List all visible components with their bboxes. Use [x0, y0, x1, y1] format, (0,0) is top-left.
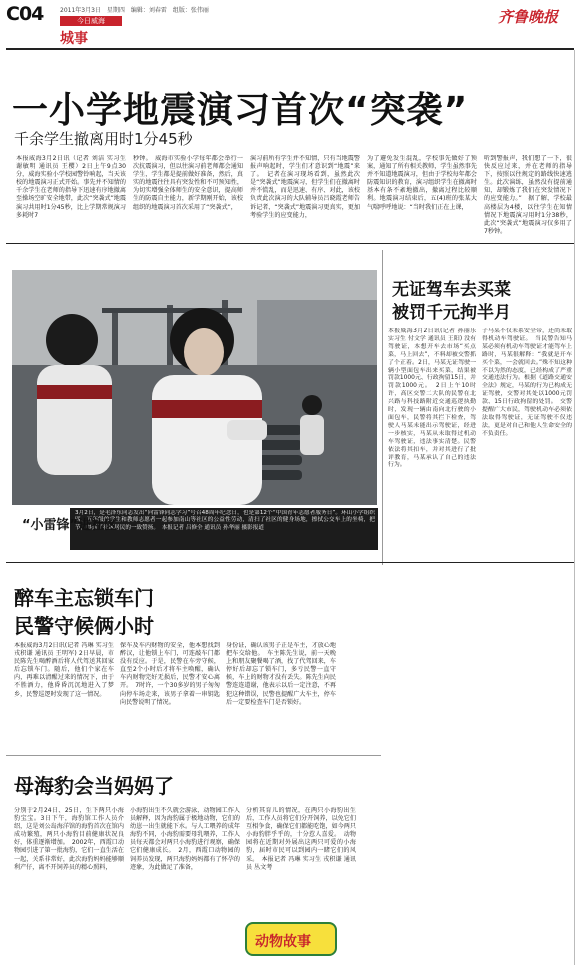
divider-story1 [6, 243, 574, 244]
story2-headline-line2: 被罚千元拘半月 [392, 303, 511, 323]
dateline: 2011年3月3日 星期四 编辑：刘春雷 组版：张伟丽 [60, 7, 209, 14]
story4-col3: 分析其育儿的情况，在两只小海豹出生后，工作人员将它们分开饲养，以免它们互相争食，确保它们都能吃饱，如今两只小海豹胖乎乎的，十分惹人喜爱。 动物园将在近期对外展出这两只可爱的小海豹，届时市民可以到园内一睹它们的风采。 本报记者 冯琳 实习生 戎积谦 通讯员 丛文考 [246, 807, 356, 871]
story4-badge [245, 922, 337, 956]
story4-badge-label: 动物故事 [255, 934, 311, 950]
story1-col5: 听到警报声，我们想了一下，很快反应过来，并在老师的指导下，按照以往规定的路线快速逃生。此次演练，虽然没有提前通知，却锻炼了我们在突发情况下的应变能力。” 据了解，学校最高楼层为4楼，以往学生在知情情况下地震演习用时1分38秒，此次“突袭式”地震演习仅多用了7秒钟。 [484, 155, 572, 235]
photo1-label: “小雷锋”进社区 [22, 518, 118, 533]
photo1-caption: 3月2日，是毛泽东同志发出“向雷锋同志学习”号召48周年纪念日，也是第12个“中国青年志愿者服务日”。环山小学组织四、五年级的学生和教师志愿者一起参加南山等社区的公益性劳动，清扫了社区的健身场地，擦拭公交车上的坐椅，把节，得到了社区居民的一致赞扬。 本报记者 吕修全 通讯员 孙华丽 摄影报道 [75, 510, 375, 531]
section-tag-label: 今日威海 [77, 17, 105, 25]
photo-volunteer-students [12, 270, 377, 505]
story2-col2: 子马某不仅未系安全带，还尚未取得机动车驾驶证。 当民警告知马某必须有机动车驾驶证才能驾车上路时，马某很解释：“我就是开车买个菜，一会就回去。”殊不知这种不以为然的态度，已经构成了严重交通违法行为。根据《道路交通安全法》规定，马某的行为已构成无证驾驶，交警对其处以1000元罚款、15日行政拘留的处罚。 交警提醒广大市民，驾驶机动车必须依法取得驾驶证，无证驾驶不仅违法，更是对自己和他人生命安全的不负责任。 [482, 328, 572, 437]
page-right-edge-rule [574, 50, 575, 965]
masthead-logo: 齐鲁晚报 [498, 8, 559, 26]
story2-col1: 本报威海3月2日讯(记者 孙丽乐 实习生 付文学 通讯员 王阳) 没有驾驶证，本想开车去市场“买点菜，马上回去”，不料却被交警抓了个正着。2日，马某无证驾驶一辆小型面包车出来买菜，结果被罚款1000元、行政拘留15日，并罚款1000元。 2日上午10时许，高区交警二大队的民警在北兴路与科技路附近交通巡逻执勤时，发现一辆由南向北行驶的小面包车，民警将其拦下检查，驾驶人马某未能出示驾驶证，经进一步核实，马某从未取得过机动车驾驶证，违法事实清楚。民警依法将其扣车，并对其进行了批评教育，马某承认了自己的违法行为。 [388, 328, 476, 469]
section-tag [60, 16, 122, 26]
section-title: 城事 [60, 31, 88, 47]
story4-col2: 小海豹出生不久就会游泳，动物园工作人员解释，因为海豹属于极地动物，它们的幼崽一出生就能下水。与人工喂养的成年海豹不同，小海豹需要母乳喂养，工作人员每天都会对两只小海豹进行观察，确保它们健康成长。 2月，西霞口动物园的饲养员发现，两只海豹妈妈都有了怀孕的迹象，为此做足了准备， [130, 807, 240, 871]
header-rule [6, 48, 574, 50]
photo-scene [12, 270, 377, 505]
story3-headline-line2: 民警守候俩小时 [14, 614, 154, 638]
story1-subhead: 千余学生撤离用时1分45秒 [14, 130, 193, 148]
story1-headline: 一小学地震演习首次“突袭” [12, 90, 469, 131]
story1-col3: 演习前所有学生并不知情，只有当地震警报声响起时，学生们才意识到“地震”来了。 记者在演习现场看到，虽然此次是“突袭式”地震演习，但学生们在撤离时并不慌乱，而是迅速、有序、对此，该校负责此次演习的大队辅导员吕晓霞老师告诉记者，“突袭式”地震演习更真实，更加考验学生的应变能力， [250, 155, 360, 219]
story3-col1: 本报威海3月2日讯(记者 冯琳 实习生 戎积谦 通讯员 王明军) 2日早晨，市民陈先生喝醉酒后将人代驾送其回家后忘锁车门。随后，他们个家在车内，再难以清醒过来的情况下，由于不胜酒力，他昏昏沉沉地进入了梦乡，民警巡逻时发现了这一情况。 [14, 642, 114, 698]
story4-col1: 分别于2月24日、25日，生下两只小海豹宝宝。3日下午，海豹馆工作人员介绍，这是刘公岛海洋馆的海豹首次在馆内成功繁殖，两只小海豹目前健康状况良好，体重逐渐增加。 2002年，西霞口动物园引进了第一批海豹，它们一直生活在一起，关系非常好，此次海豹妈妈能够顺利产仔，离不开饲养员的精心照料， [14, 807, 124, 871]
divider-mid [6, 562, 574, 563]
page-code: C04 [6, 3, 44, 25]
story1-col2: 秒钟。 威海市实验小学每年都会举行一次抗震演习，但以往演习前老师都会通知学生，学生都是提前做好准备，然后，真实的地震往往具有突发性和不可预知性，为切实增强全体师生的安全意识，提高师生的防震自主能力，新学期刚开始，该校组织的地震演习首次采用了“突袭式”， [133, 155, 243, 211]
divider-right-column [382, 250, 383, 565]
story3-col3: 身份证，确认该男子正是车主，才放心地把车交给他。 车主陈先生说，前一天晚上和朋友聚餐喝了酒，找了代驾回来，车停好后却忘了锁车门，多亏民警一直守候，车上的财物才没有丢失。陈先生向民警连连道谢，他表示以后一定注意，不再犯这种错误，民警也提醒广大车主，停车后一定要检查车门是否锁好。 [226, 642, 336, 706]
story3-headline-line1: 醉车主忘锁车门 [14, 586, 154, 610]
story1-col4: 为了避免发生混乱，学校事先做好了预案，通知了所有相关教师，学生虽然事先并不知道地震演习，但由于学校每年都会防震知识的教育，演习组织学生在撤离时基本有条不紊地撤出，撤离过程比较顺利。地震演习结束后，五(4)班的张某大气喘呼呼地说：“当时我们正在上课， [367, 155, 477, 211]
story2-headline-line1: 无证驾车去买菜 [392, 280, 511, 300]
divider-lower [6, 755, 381, 756]
story3-col2: 保车及车内财物的安全，他本想找到醉汉，让他锁上车门，可连敲车门都没有反应。于是，民警在车旁守候，直至2个小时后才将车主唤醒，确认车内财物完好无损后，民警才安心离开。 7时许，一个30多岁的男子匆匆向停车场走来，该男子拿着一串钥匙向民警说明了情况。 [120, 642, 220, 706]
story1-col1: 本报威海3月2日讯（记者 刘洁 实习生 谢敏明 通讯员 王樱）2日上午9点30分，威海实验小学校园警铃响起，当天该校的地震演习正式开始。事先并不知情的千余学生在老师的指导下迅速有序地撤离至操场空旷安全地带，此次“突袭式”地震演习共用时1分45秒，比上学期常规演习多耗时7 [16, 155, 126, 219]
story4-headline: 母海豹会当妈妈了 [14, 774, 174, 798]
